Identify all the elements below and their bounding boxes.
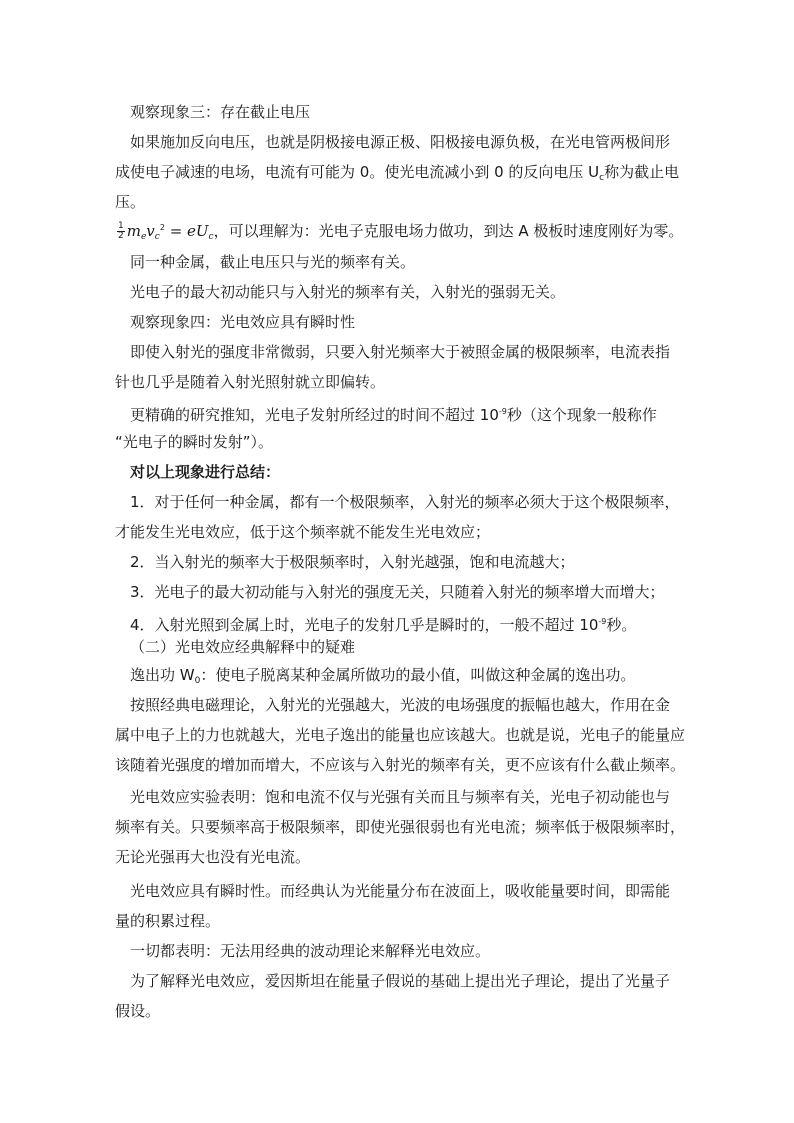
paragraph-line: 光电效应实验表明：饱和电流不仅与光强有关而且与频率有关，光电子初动能也与 bbox=[130, 788, 671, 806]
text-run: 成使电子减速的电场，电流有可能为 0。使光电流减小到 0 的反向电压 U bbox=[115, 163, 600, 181]
heading-phenomenon-3: 观察现象三：存在截止电压 bbox=[130, 103, 311, 121]
paragraph-line: 无论光强再大也没有光电流。 bbox=[115, 848, 311, 866]
kinetic-energy-formula bbox=[117, 213, 683, 243]
text-run: 更精确的研究推知，光电子发射所经过的时间不超过 10 bbox=[130, 406, 499, 424]
subscript: c bbox=[208, 232, 214, 242]
subscript: c bbox=[599, 173, 605, 183]
fraction-denominator: 2 bbox=[118, 231, 124, 241]
fraction-numerator: 1 bbox=[118, 221, 124, 231]
text-run: 称为截止电 bbox=[604, 163, 680, 181]
paragraph-line: 按照经典电磁理论，入射光的光强越大，光波的电场强度的振幅也越大，作用在金 bbox=[130, 696, 671, 714]
paragraph-line bbox=[115, 157, 679, 193]
heading-phenomenon-4: 观察现象四：光电效应具有瞬时性 bbox=[130, 313, 356, 331]
text-run: ：使电子脱离某种金属所做功的最小值，叫做这种金属的逸出功。 bbox=[200, 666, 636, 684]
text-run: 逸出功 W bbox=[130, 666, 195, 684]
paragraph-line: 该随着光强度的增加而增大，不应该与入射光的频率有关，更不应该有什么截止频率。 bbox=[115, 756, 686, 774]
paragraph-line: 压。 bbox=[115, 193, 146, 211]
subscript: e bbox=[140, 232, 147, 242]
paragraph-line: 光电效应具有瞬时性。而经典认为光能量分布在波面上，吸收能量要时间，即需能 bbox=[130, 882, 671, 900]
text-run: 秒（这个现象一般称作 bbox=[506, 406, 657, 424]
formula-equals: = eU bbox=[164, 222, 209, 240]
subscript: 0 bbox=[194, 676, 201, 686]
fraction bbox=[117, 222, 125, 241]
section-heading: （二）光电效应经典解释中的疑难 bbox=[130, 638, 356, 656]
paragraph-line bbox=[130, 397, 657, 430]
text-run: 4．入射光照到金属上时，光电子的发射几乎是瞬时的，一般不超过 10 bbox=[130, 616, 599, 634]
paragraph-line: 属中电子上的力也就越大，光电子逸出的能量也应该越大。也就是说，光电子的能量应 bbox=[115, 726, 686, 744]
list-item-continuation: 才能发生光电效应，低于这个频率就不能发生光电效应； bbox=[115, 523, 491, 541]
list-item: 1．对于任何一种金属，都有一个极限频率，入射光的频率必须大于这个极限频率， bbox=[130, 493, 680, 511]
paragraph-line: “光电子的瞬时发射”）。 bbox=[115, 433, 274, 451]
paragraph-line: 一切都表明：无法用经典的波动理论来解释光电效应。 bbox=[130, 942, 491, 960]
superscript: -9 bbox=[498, 407, 507, 416]
paragraph-line: 频率有关。只要频率高于极限频率，即使光强很弱也有光电流；频率低于极限频率时， bbox=[115, 818, 686, 836]
list-item: 3．光电子的最大初动能与入射光的强度无关，只随着入射光的频率增大而增大； bbox=[130, 583, 665, 601]
paragraph-line: 同一种金属，截止电压只与光的频率有关。 bbox=[130, 253, 416, 271]
paragraph-line: 量的积累过程。 bbox=[115, 912, 221, 930]
symbol-m: m bbox=[126, 222, 141, 240]
paragraph-line: 如果施加反向电压，也就是阴极接电源正极、阳极接电源负极，在光电管两极间形 bbox=[130, 133, 671, 151]
paragraph-line: 即使入射光的强度非常微弱，只要入射光频率大于被照金属的极限频率，电流表指 bbox=[130, 343, 671, 361]
superscript: -9 bbox=[598, 617, 607, 626]
paragraph-line: 为了解释光电效应，爱因斯坦在能量子假说的基础上提出光子理论，提出了光量子 bbox=[130, 972, 671, 990]
paragraph-line: 假设。 bbox=[115, 1002, 161, 1020]
paragraph-line: 光电子的最大初动能只与入射光的频率有关，入射光的强弱无关。 bbox=[130, 283, 566, 301]
superscript: 2 bbox=[159, 223, 165, 232]
list-item: 2．当入射光的频率大于极限频率时，入射光越强，饱和电流越大； bbox=[130, 553, 575, 571]
formula-explanation: ，可以理解为：光电子克服电场力做功，到达 A 极板时速度刚好为零。 bbox=[213, 222, 684, 240]
text-run: 秒。 bbox=[606, 616, 637, 634]
paragraph-line: 针也几乎是随着入射光照射就立即偏转。 bbox=[115, 373, 386, 391]
symbol-v: v bbox=[146, 222, 155, 240]
summary-heading: 对以上现象进行总结： bbox=[130, 463, 281, 481]
subscript: c bbox=[154, 232, 160, 242]
